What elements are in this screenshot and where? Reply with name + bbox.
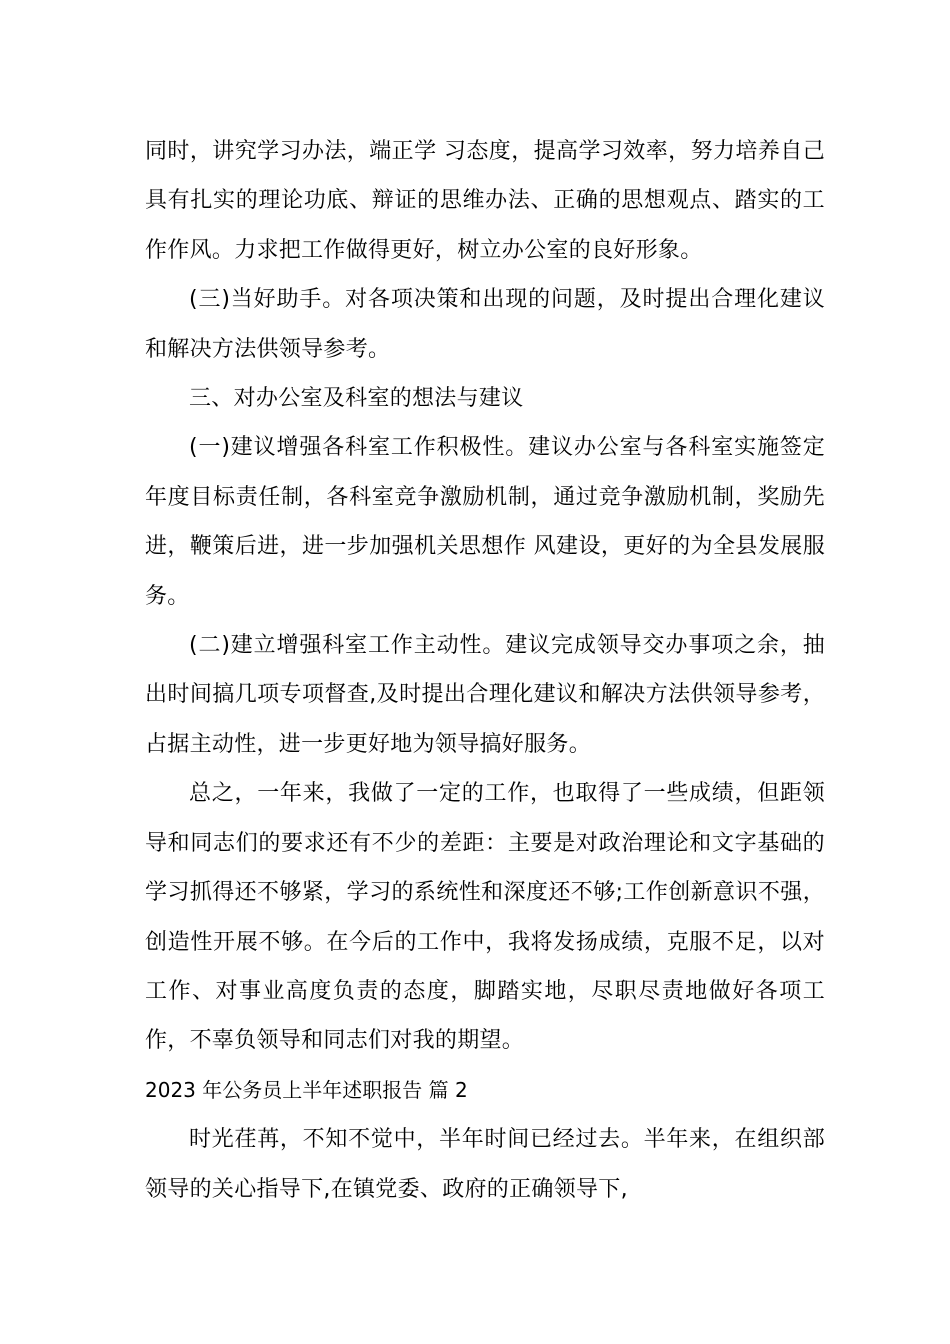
paragraph-report-two-intro: 时光荏苒，不知不觉中，半年时间已经过去。半年来，在组织部领导的关心指导下,在镇党委、政府的正确领导下,	[145, 1127, 825, 1202]
paragraph-section-three-title: 三、对办公室及科室的想法与建议	[189, 386, 524, 412]
paragraph-summary: 总之，一年来，我做了一定的工作，也取得了一些成绩，但距领导和同志们的要求还有不少的差距：主要是对政治理论和文字基础的学习抓得还不够紧，学习的系统性和深度还不够;工作创新意识不强，创造性开展不够。在今后的工作中，我将发扬成绩，克服不足，以对工作、对事业高度负责的态度，脚踏实地，尽职尽责地做好各项工作，不辜负领导和同志们对我的期望。	[145, 781, 825, 1054]
paragraph-be-good-assistant: (三)当好助手。对各项决策和出现的问题，及时提出合理化建议和解决方法供领导参考。	[145, 287, 825, 362]
document-body	[145, 127, 825, 1214]
paragraph-suggestion-one: (一)建议增强各科室工作积极性。建议办公室与各科室实施签定年度目标责任制，各科室竞争激励机制，通过竞争激励机制，奖励先进，鞭策后进，进一步加强机关思想作 风建设，更好的为全县发展服务。	[145, 435, 825, 609]
paragraph-study-methods: 同时，讲究学习办法，端正学 习态度，提高学习效率，努力培养自己具有扎实的理论功底、辩证的思维办法、正确的思想观点、踏实的工作作风。力求把工作做得更好，树立办公室的良好形象。	[145, 139, 825, 263]
paragraph-suggestion-two: (二)建立增强科室工作主动性。建议完成领导交办事项之余，抽出时间搞几项专项督查,及时提出合理化建议和解决方法供领导参考，占据主动性，进一步更好地为领导搞好服务。	[145, 633, 825, 757]
section-heading: 2023 年公务员上半年述职报告 篇 2	[145, 1077, 468, 1102]
